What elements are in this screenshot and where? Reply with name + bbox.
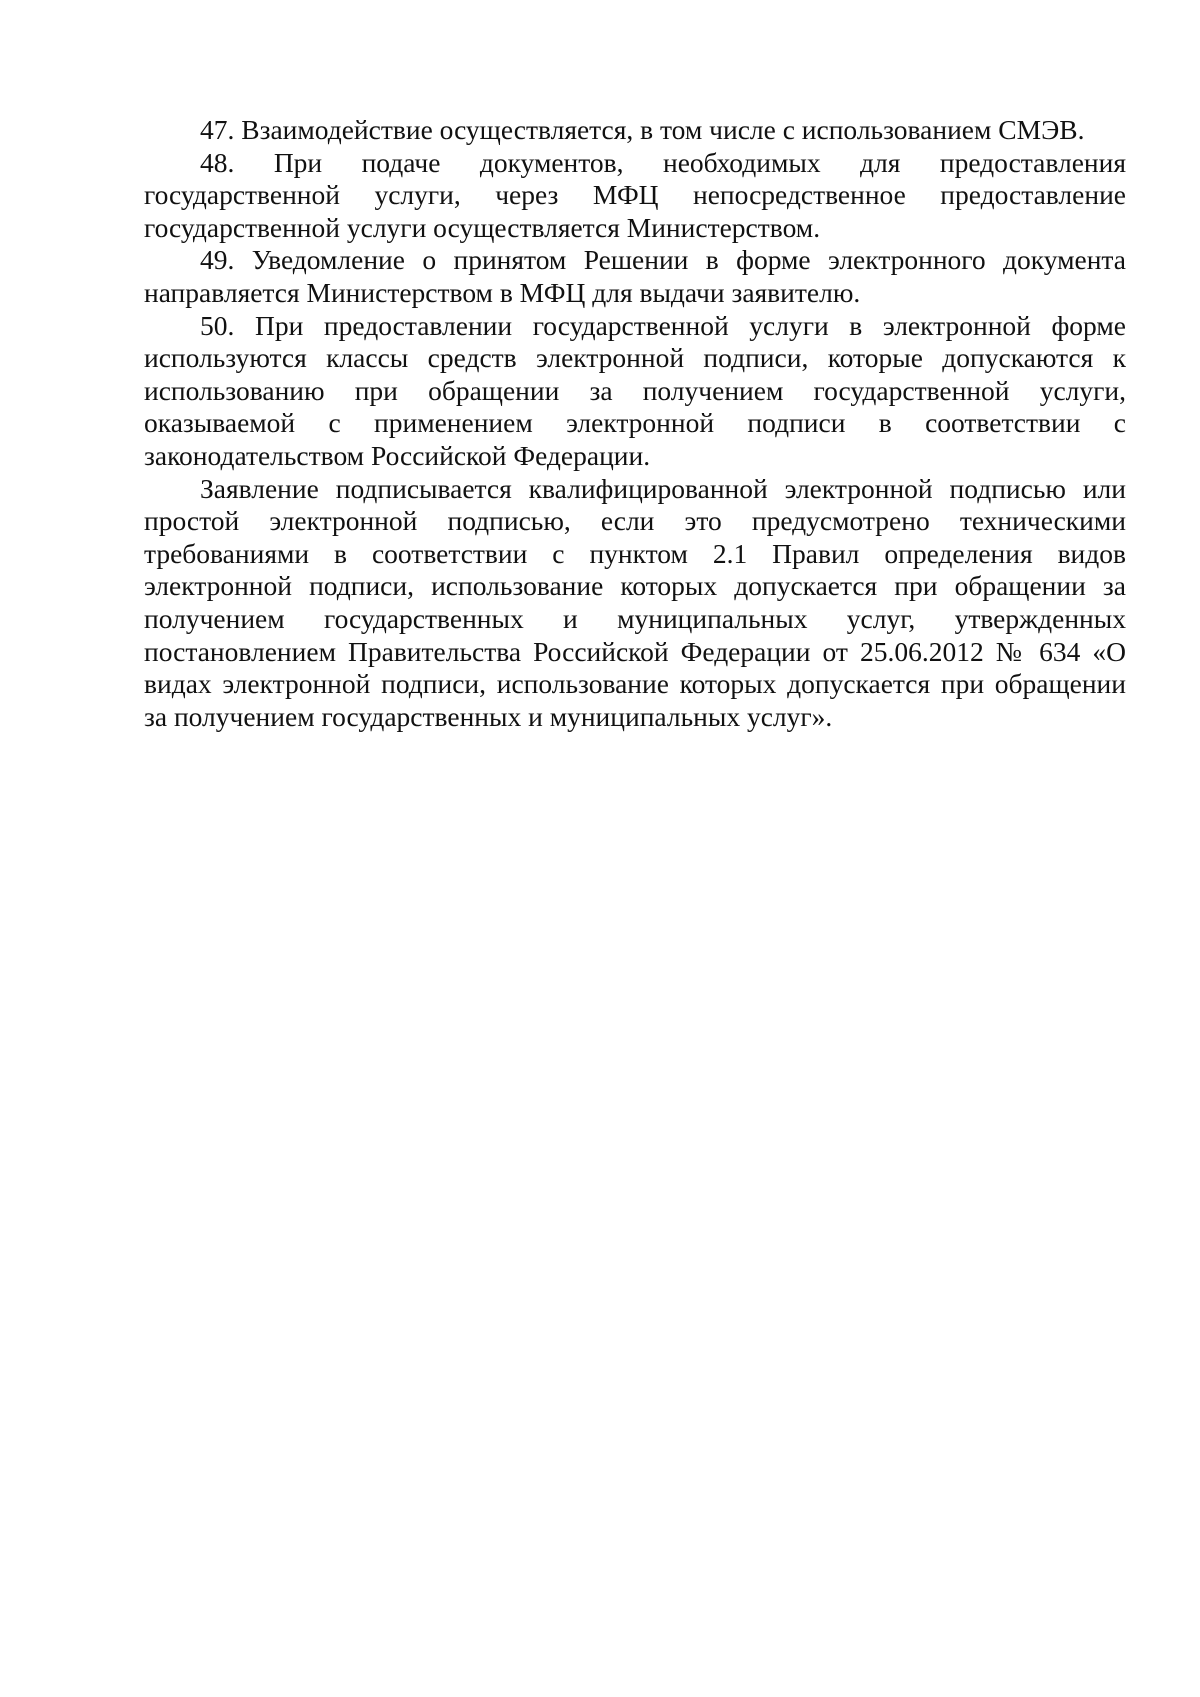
document-body bbox=[144, 114, 1126, 733]
paragraph-49: 49. Уведомление о принятом Решении в форме электронного документа направляется Министерством в МФЦ для выдачи заявителю. bbox=[144, 244, 1126, 308]
paragraph-47: 47. Взаимодействие осуществляется, в том числе с использованием СМЭВ. bbox=[200, 114, 1085, 145]
paragraph-signature-requirements: Заявление подписывается квалифицированной электронной подписью или простой электронной подписью, если это предусмотрено техническими требованиями в соответствии с пунктом 2.1 Правил определения видов электронной подписи, использование которых допускается при обращении за получением государственных и муниципальных услуг, утвержденных постановлением Правительства Российской Федерации от 25.06.2012 № 634 «О видах электронной подписи, использование которых допускается при обращении за получением государственных и муниципальных услуг». bbox=[144, 472, 1126, 732]
paragraph-50: 50. При предоставлении государственной услуги в электронной форме используются классы средств электронной подписи, которые допускаются к использованию при обращении за получением государственной услуги, оказываемой с применением электронной подписи в соответствии с законодательством Российской Федерации. bbox=[144, 309, 1126, 471]
paragraph-48: 48. При подаче документов, необходимых для предоставления государственной услуги, через МФЦ непосредственное предоставление государственной услуги осуществляется Министерством. bbox=[144, 146, 1126, 243]
